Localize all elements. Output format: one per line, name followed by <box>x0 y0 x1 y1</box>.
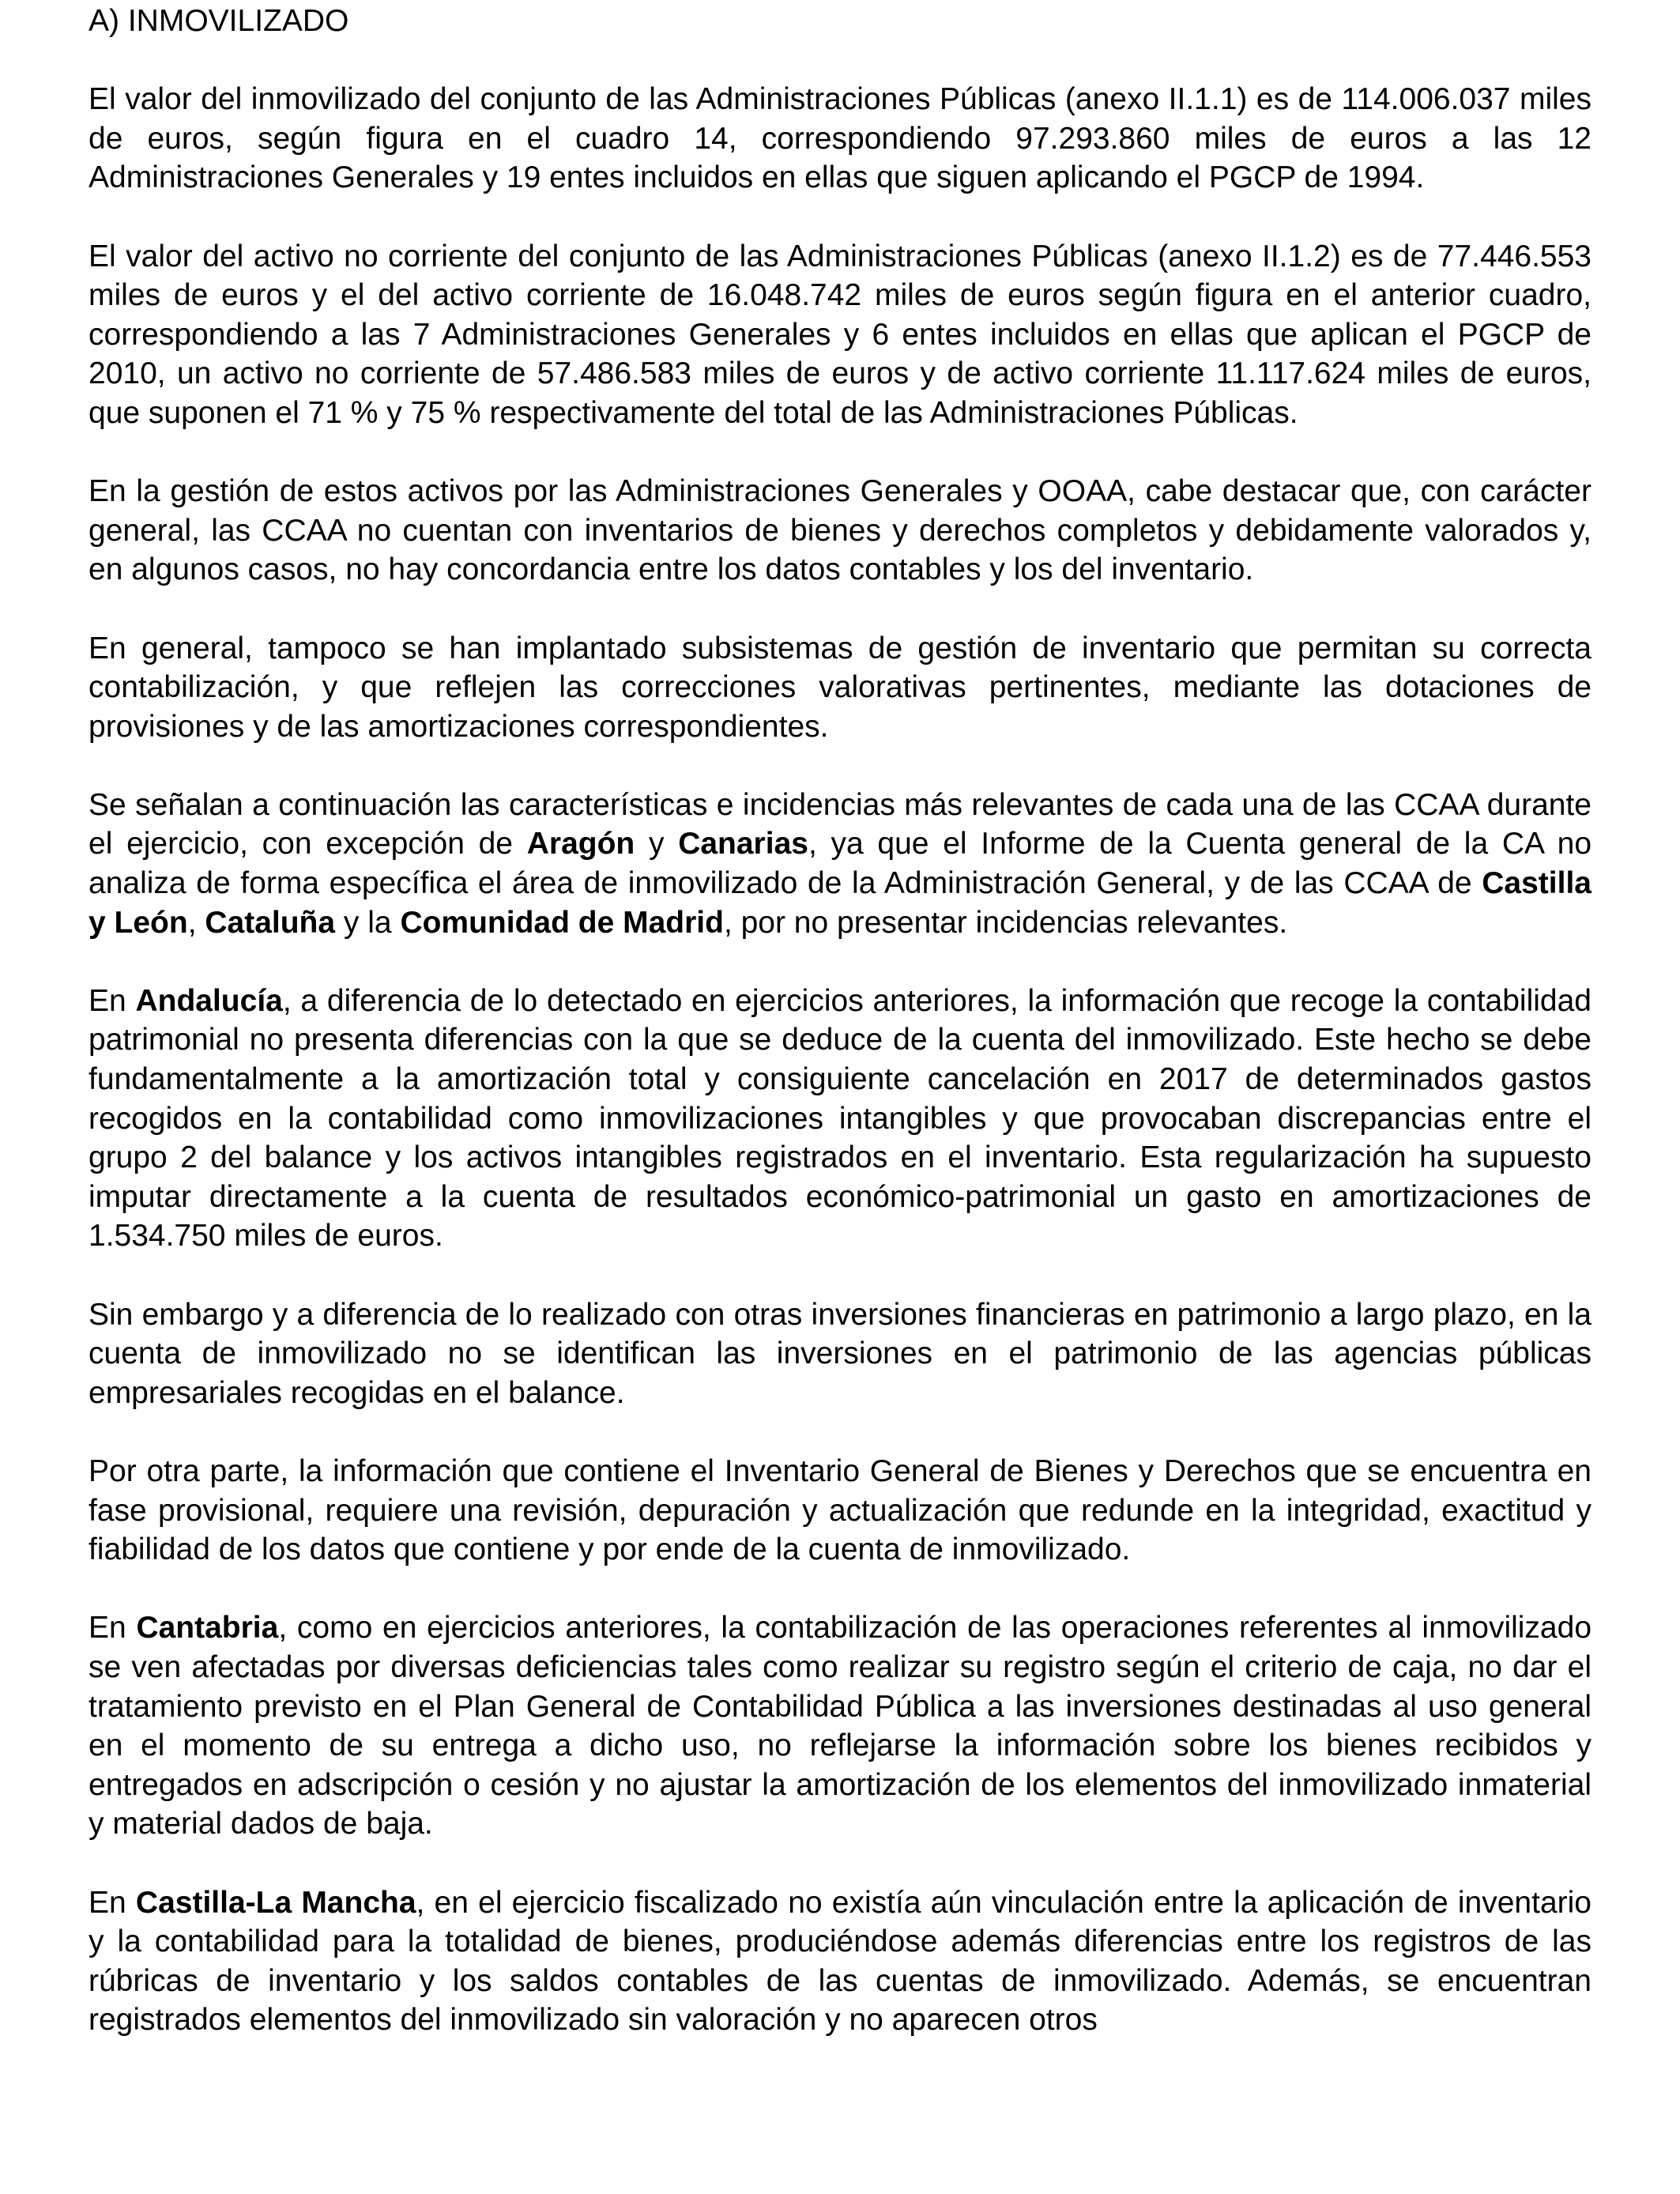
region-name: Cantabria <box>136 1611 279 1646</box>
region-name: Aragón <box>526 827 635 861</box>
paragraph-text: Por otra parte, la información que contiene el Inventario General de Bienes y Derechos que se encuentra en fase provisional, requiere una revisión, depuración y actualización que redunde en la integridad, exactitud y fiabilidad de los datos que contiene y por ende de la cuenta de inmovilizado. <box>89 1453 1591 1567</box>
paragraph-text: Se señalan a continuación las características e incidencias más relevantes de cada una de las CCAA durante el ejercicio, con excepción de <box>89 787 1591 861</box>
paragraph-text: En <box>89 1885 136 1920</box>
region-name: Andalucía <box>135 983 283 1018</box>
paragraph-cantabria <box>89 1608 1591 1844</box>
region-name: Canarias <box>678 827 808 861</box>
paragraph-text: , ya que el Informe de la Cuenta general de la CA no analiza de forma específica el área de inmovilizado de la Administración General, y de las CCAA de <box>89 827 1592 901</box>
paragraph-text: En la gestión de estos activos por las Administraciones Generales y OOAA, cabe destacar que, con carácter general, las CCAA no cuentan con inventarios de bienes y derechos completos y debidamente valorados y, en algunos casos, no hay concordancia entre los datos contables y los del inventario. <box>89 474 1591 587</box>
region-name: Comunidad de Madrid <box>400 905 724 940</box>
paragraph-text: Sin embargo y a diferencia de lo realizado con otras inversiones financieras en patrimonio a largo plazo, en la cuenta de inmovilizado no se identifican las inversiones en el patrimonio de las agencias públicas empresariales recogidas en el balance. <box>89 1297 1591 1410</box>
paragraph-inventario-general <box>89 1452 1591 1570</box>
document-page <box>89 0 1591 2040</box>
paragraph-text: El valor del inmovilizado del conjunto de las Administraciones Públicas (anexo II.1.1) es de 114.006.037 miles de euros, según figura en el cuadro 14, correspondiendo 97.293.860 miles de euros a las 12 Administraciones Generales y 19 entes incluidos en ellas que siguen aplicando el PGCP de 1994. <box>89 82 1591 195</box>
paragraph-text: En <box>89 983 136 1018</box>
paragraph-text: , como en ejercicios anteriores, la contabilización de las operaciones referentes al inmovilizado se ven afectadas por diversas deficiencias tales como realizar su registro según el criterio de caja, no dar el tratamiento previsto en el Plan General de Contabilidad Pública a las inversiones destinadas al uso general en el momento de su entrega a dicho uso, no reflejarse la información sobre los bienes recibidos y entregados en adscripción o cesión y no ajustar la amortización de los elementos del inmovilizado inmaterial y material dados de baja. <box>89 1611 1592 1842</box>
paragraph-text: En general, tampoco se han implantado subsistemas de gestión de inventario que permitan su correcta contabilización, y que reflejen las correcciones valorativas pertinentes, mediante las dotaciones de provisiones y de las amortizaciones correspondientes. <box>89 631 1591 744</box>
paragraph-andalucia <box>89 982 1591 1256</box>
region-name: Cataluña <box>205 905 336 940</box>
paragraph-text: En <box>89 1611 137 1646</box>
paragraph-text: , en el ejercicio fiscalizado no existía aún vinculación entre la aplicación de inventario y la contabilidad para la totalidad de bienes, produciéndose además diferencias entre los registros de las rúbricas de inventario y los saldos contables de las cuentas de inmovilizado. Además, se encuentran registrados elementos del inmovilizado sin valoración y no aparecen otros <box>89 1885 1591 2038</box>
paragraph-text: y <box>635 827 679 861</box>
paragraph-text: , por no presentar incidencias relevantes. <box>723 905 1288 940</box>
paragraph-text: , <box>187 905 205 940</box>
paragraph-gestion-activos <box>89 472 1591 590</box>
section-heading: A) INMOVILIZADO <box>89 4 349 38</box>
paragraph-text: y la <box>335 905 401 940</box>
paragraph-activo-no-corriente <box>89 237 1591 433</box>
paragraph-caracteristicas-ccaa <box>89 786 1591 942</box>
paragraph-castilla-la-mancha <box>89 1883 1591 2040</box>
paragraph-text: , a diferencia de lo detectado en ejercicios anteriores, la información que recoge la contabilidad patrimonial no presenta diferencias con la que se deduce de la cuenta del inmovilizado. Este hecho se debe fundamentalmente a la amortización total y consiguiente cancelación en 2017 de determinados gastos recogidos en la contabilidad como inmovilizaciones intangibles y que provocaban discrepancias entre el grupo 2 del balance y los activos intangibles registrados en el inventario. Esta regularización ha supuesto imputar directamente a la cuenta de resultados económico-patrimonial un gasto en amortizaciones de 1.534.750 miles de euros. <box>89 983 1591 1253</box>
paragraph-text: El valor del activo no corriente del conjunto de las Administraciones Públicas (anexo II.1.2) es de 77.446.553 miles de euros y el del activo corriente de 16.048.742 miles de euros según figura en el anterior cuadro, correspondiendo a las 7 Administraciones Generales y 6 entes incluidos en ellas que aplican el PGCP de 2010, un activo no corriente de 57.486.583 miles de euros y de activo corriente 11.117.624 miles de euros, que suponen el 71 % y 75 % respectivamente del total de las Administraciones Públicas. <box>89 239 1591 430</box>
paragraph-subsistemas-inventario <box>89 629 1591 747</box>
paragraph-inversiones-patrimonio <box>89 1295 1591 1413</box>
paragraph-inmovilizado-valor <box>89 80 1591 198</box>
region-name: Castilla y León <box>89 866 1591 940</box>
region-name: Castilla-La Mancha <box>135 1885 416 1920</box>
